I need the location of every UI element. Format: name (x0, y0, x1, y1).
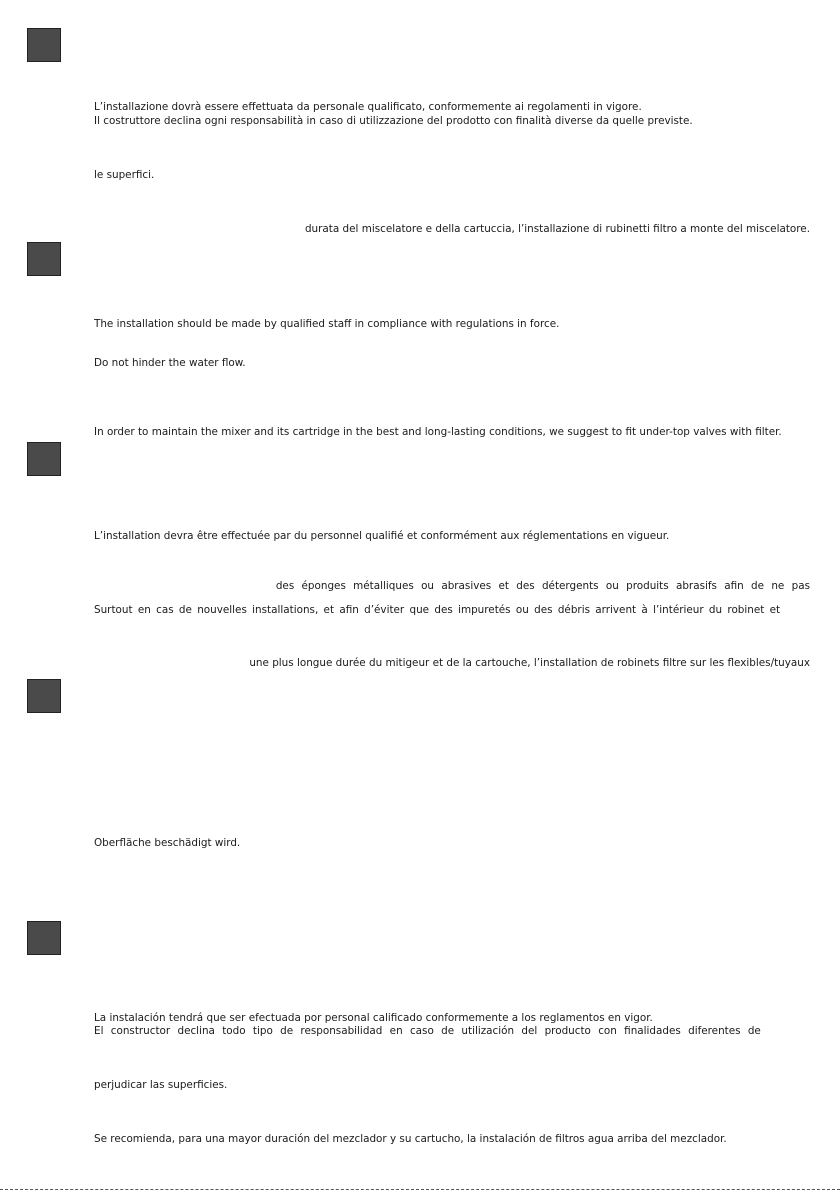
en-line-2: Do not hinder the water flow. (94, 357, 246, 369)
section-marker-fr (27, 442, 61, 476)
es-line-2: El constructor declina todo tipo de responsabilidad en caso de utilización del producto con finalidades diferentes de (94, 1025, 761, 1037)
es-line-4: Se recomienda, para una mayor duración del mezclador y su cartucho, la instalación de filtros agua arriba del mezclador. (94, 1133, 727, 1145)
it-line-4: durata del miscelatore e della cartuccia, l’installazione di rubinetti filtro a monte del miscelatore. (304, 223, 810, 235)
fr-line-1: L’installation devra être effectuée par du personnel qualifié et conformément aux réglementations en vigueur. (94, 530, 670, 542)
section-marker-it (27, 28, 61, 62)
es-line-1: La instalación tendrá que ser efectuada por personal calificado conformemente a los reglamentos en vigor. (94, 1012, 653, 1024)
it-line-3: le superfici. (94, 169, 155, 181)
it-line-2: Il costruttore declina ogni responsabilità in caso di utilizzazione del prodotto con finalità diverse da quelle previste. (94, 115, 693, 127)
fr-line-2: des éponges métalliques ou abrasives et des détergents ou produits abrasifs afin de ne pas (275, 580, 810, 592)
section-marker-es (27, 921, 61, 955)
section-marker-de (27, 679, 61, 713)
en-line-1: The installation should be made by qualified staff in compliance with regulations in force. (94, 318, 560, 330)
section-marker-en (27, 242, 61, 276)
fr-line-4: une plus longue durée du mitigeur et de la cartouche, l’installation de robinets filtre sur les flexibles/tuyaux (249, 657, 810, 669)
de-line-1: Oberfläche beschädigt wird. (94, 837, 241, 849)
fr-line-3: Surtout en cas de nouvelles installations, et afin d’éviter que des impuretés ou des débris arrivent à l’intérieur du robinet et (94, 604, 781, 616)
page-bottom-divider (0, 1189, 840, 1191)
es-line-3: perjudicar las superficies. (94, 1079, 228, 1091)
it-line-1: L’installazione dovrà essere effettuata da personale qualificato, conformemente ai regolamenti in vigore. (94, 101, 642, 113)
en-line-3: In order to maintain the mixer and its cartridge in the best and long-lasting conditions, we suggest to fit under-top valves with filter. (94, 426, 782, 438)
